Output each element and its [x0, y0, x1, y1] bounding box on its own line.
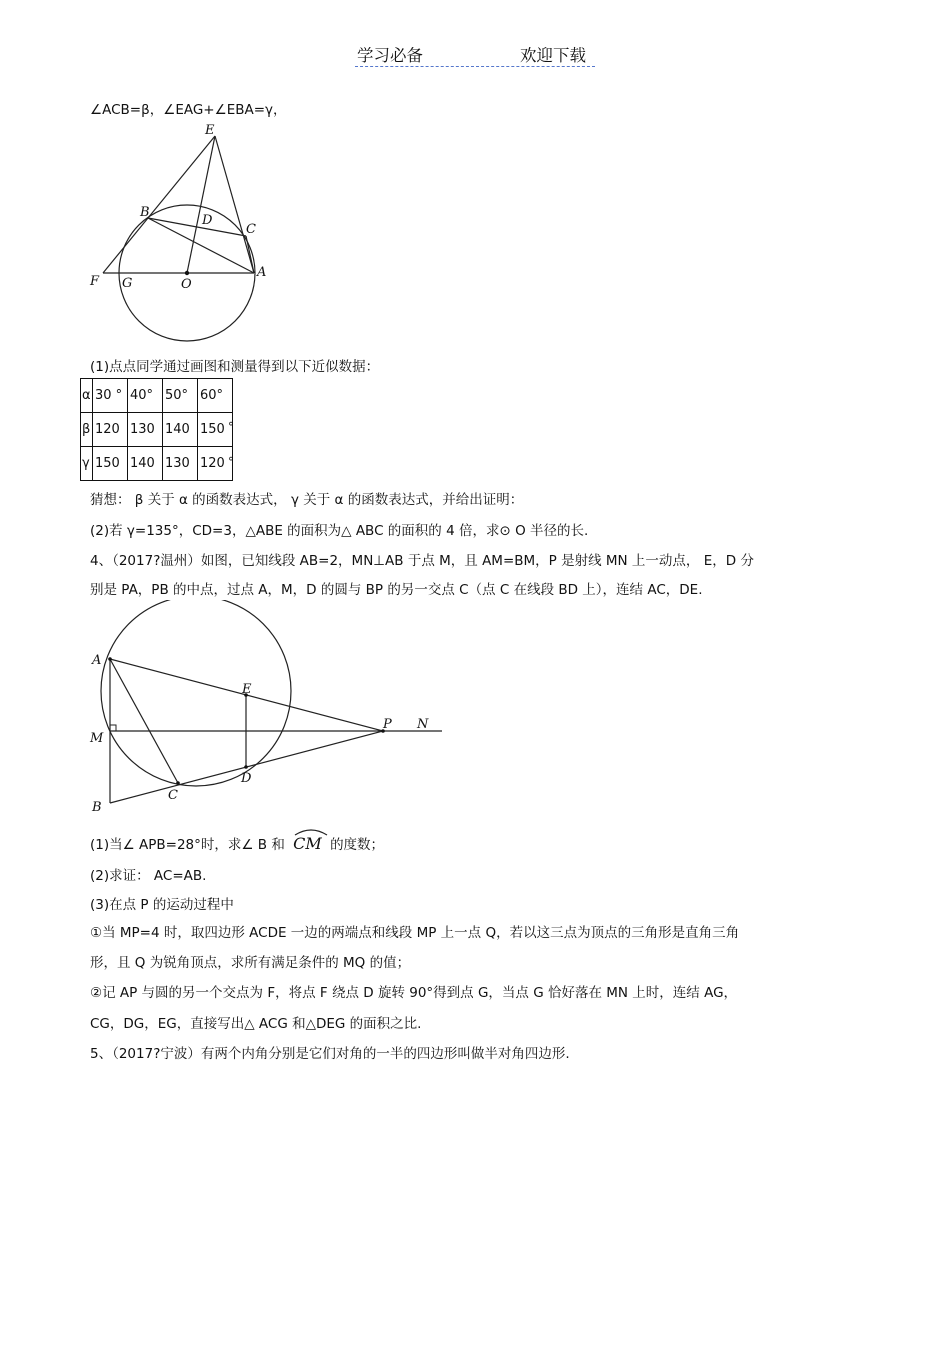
header-right: 欢迎下载	[520, 46, 586, 65]
table-cell: 150	[198, 413, 233, 447]
fig2-label-M: M	[90, 731, 104, 746]
table-cell: 140	[163, 413, 198, 447]
table-cell: 140	[128, 447, 163, 481]
fig2-label-N: N	[417, 717, 429, 732]
table-cell: 130	[128, 413, 163, 447]
problem4-q3: (3)在点 P 的运动过程中	[90, 897, 234, 913]
fig2-label-P: P	[383, 717, 392, 732]
table-cell: 60°	[198, 379, 233, 413]
fig1-label-D: D	[202, 213, 213, 228]
fig1-label-C: C	[246, 222, 256, 237]
arc-label: CM	[293, 834, 322, 853]
problem4-q3-2-line2: CG，DG，EG，直接写出△ ACG 和△DEG 的面积之比.	[90, 1016, 422, 1032]
fig1-label-G: G	[122, 276, 133, 291]
degree-mark: °	[228, 455, 234, 469]
problem4-q1	[90, 833, 384, 853]
arc-mark-icon	[293, 828, 329, 836]
q1-suffix: 的度数；	[330, 837, 385, 853]
table-cell: 50°	[163, 379, 198, 413]
problem4-line2: 别是 PA，PB 的中点，过点 A，M，D 的圆与 BP 的另一交点 C（点 C 在线段 BD 上），连结 AC，DE.	[90, 582, 703, 598]
problem4-line1: 4、（2017?温州）如图，已知线段 AB=2，MN⊥AB 于点 M，且 AM=BM，P 是射线 MN 上一动点， E，D 分	[90, 553, 754, 569]
fig2-label-B: B	[92, 800, 102, 815]
problem4-q3-1-line2: 形，且 Q 为锐角顶点，求所有满足条件的 MQ 的值；	[90, 955, 411, 971]
fig1-label-B: B	[140, 205, 150, 220]
row-head-alpha: α	[81, 379, 93, 413]
header-left: 学习必备	[357, 46, 423, 65]
fig1-label-E: E	[205, 123, 215, 138]
table-row	[81, 413, 233, 447]
fig2-label-C: C	[168, 788, 178, 803]
problem5-line: 5、（2017?宁波）有两个内角分别是它们对角的一半的四边形叫做半对角四边形.	[90, 1046, 570, 1062]
part1-question: (1)点点同学通过画图和测量得到以下近似数据：	[90, 359, 380, 375]
row-head-beta: β	[81, 413, 93, 447]
table-cell: 150	[93, 447, 128, 481]
part2-question: (2)若 γ=135°，CD=3，△ABE 的面积为△ ABC 的面积的 4 倍，求⊙ O 半径的长.	[90, 523, 589, 539]
page-header	[355, 40, 595, 67]
fig2-circle	[101, 600, 291, 786]
table-cell: 130	[163, 447, 198, 481]
q1-prefix: (1)当∠ APB=28°时，求∠ B 和	[90, 837, 285, 853]
fig2-label-D: D	[241, 771, 252, 786]
table-cell: 30 °	[93, 379, 128, 413]
table-row	[81, 379, 233, 413]
degree-mark: °	[228, 420, 234, 434]
table-cell: 120	[198, 447, 233, 481]
fig2-label-E: E	[242, 682, 252, 697]
problem4-q3-2-line1: ②记 AP 与圆的另一个交点为 F，将点 F 绕点 D 旋转 90°得到点 G，当点 G 恰好落在 MN 上时，连结 AG，	[90, 985, 738, 1001]
figure-1-circle-diagram	[80, 118, 280, 348]
alpha-beta-gamma-table	[80, 378, 233, 481]
problem4-q2: (2)求证： AC=AB.	[90, 868, 207, 884]
guess-line: 猜想： β 关于 α 的函数表达式， γ 关于 α 的函数表达式，并给出证明：	[90, 492, 524, 508]
fig1-label-F: F	[90, 274, 100, 289]
angle-definition-line: ∠ACB=β，∠EAG+∠EBA=γ，	[90, 102, 287, 118]
row-head-gamma: γ	[81, 447, 93, 481]
problem4-q3-1-line1: ①当 MP=4 时，取四边形 ACDE 一边的两端点和线段 MP 上一点 Q，若以这三点为顶点的三角形是直角三角	[90, 925, 740, 941]
fig2-label-A: A	[92, 653, 102, 668]
fig1-label-O: O	[181, 277, 192, 292]
fig1-label-A: A	[257, 265, 267, 280]
table-row	[81, 447, 233, 481]
table-cell: 120	[93, 413, 128, 447]
table-cell: 40°	[128, 379, 163, 413]
figure-2-circle-diagram	[80, 600, 460, 825]
arc-cm	[293, 834, 322, 853]
